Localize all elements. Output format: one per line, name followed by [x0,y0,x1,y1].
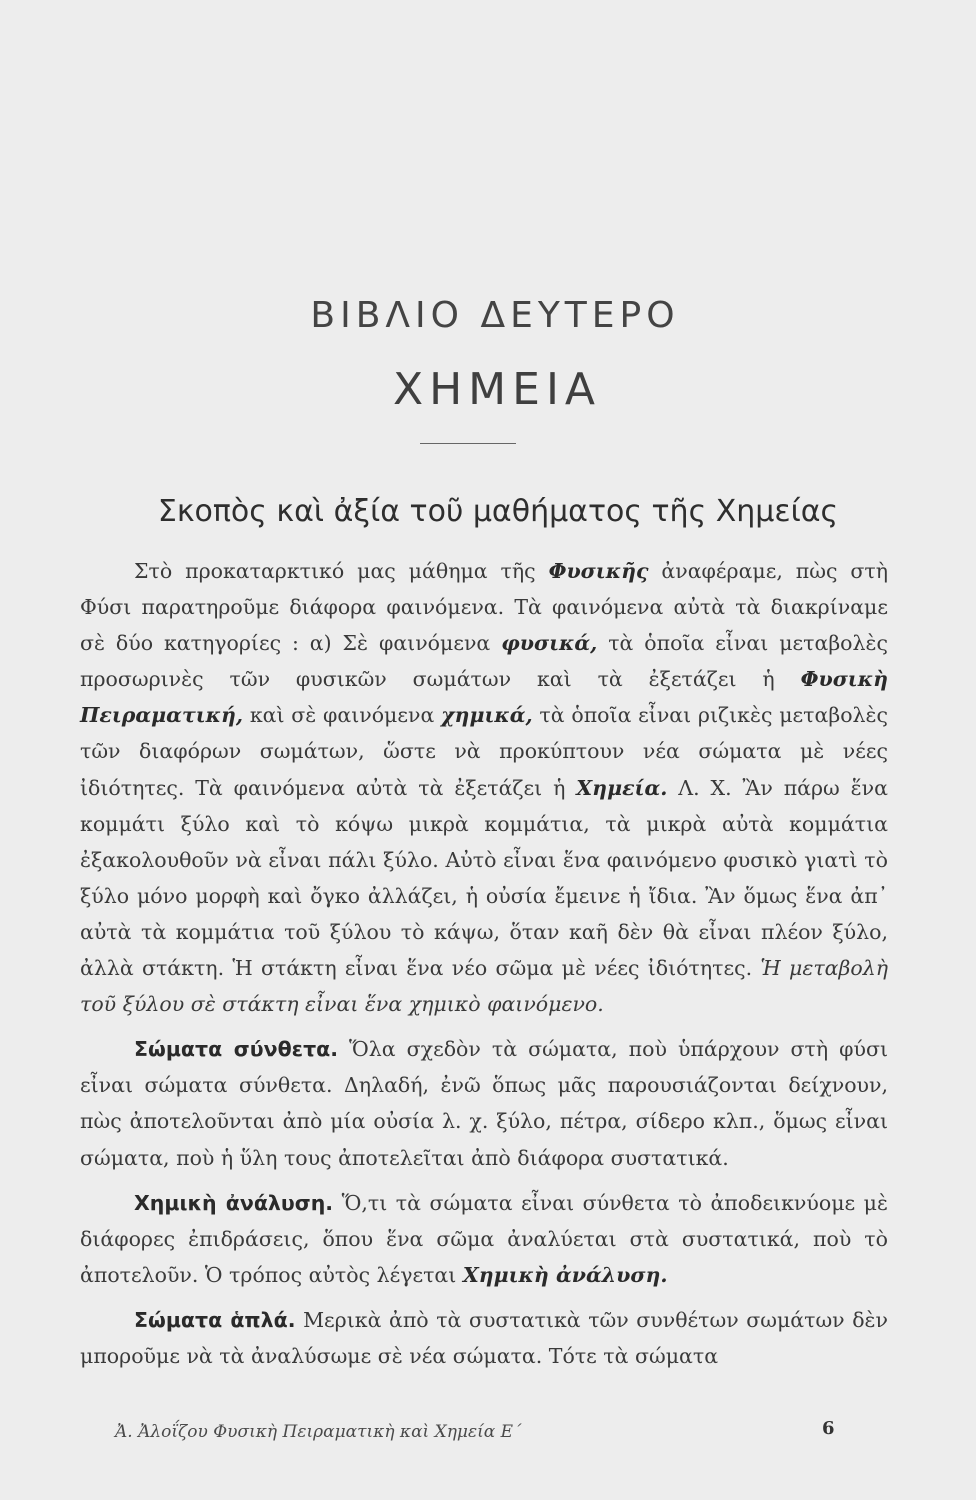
term-chemistry: Χημεία. [576,775,668,800]
page-number: 6 [822,1418,835,1439]
italic-conclusion: Ἡ μεταβολὴ τοῦ ξύλου σὲ στάκτη εἶναι ἕνα χημικὸ φαινόμενο. [80,956,888,1017]
body-text [80,553,888,1374]
subject-title: ΧΗΜΕΙΑ [392,364,602,415]
term-physical: φυσικά, [501,631,598,656]
heading-simple-bodies: Σώματα ἁπλά. [134,1307,296,1332]
heading-compound-bodies: Σώματα σύνθετα. [134,1037,339,1062]
book-title: ΒΙΒΛΙΟ ΔΕΥΤΕΡΟ [310,295,680,336]
term-physics: Φυσικῆς [548,559,649,583]
section-title: Σκοπὸς καὶ ἀξία τοῦ μαθήματος τῆς Χημείας [157,494,839,529]
paragraph-analysis: Χημικὴ ἀνάλυση. Ὅ,τι τὰ σώματα εἶναι σύνθετα τὸ ἀποδεικνύομε μὲ διάφορες ἐπιδράσεις, ὅπου ἕνα σῶμα ἀναλύεται στὰ συστατικά, ποὺ τὸ ἀποτελοῦν. Ὁ τρόπος αὐτὸς λέγεται Χημικὴ ἀνάλυση. [80,1190,888,1287]
term-chemical-analysis: Χημικὴ ἀνάλυση. [462,1262,668,1287]
paragraph-simple: Σώματα ἁπλά. Μερικὰ ἀπὸ τὰ συστατικὰ τῶν συνθέτων σωμάτων δὲν μποροῦμε νὰ τὰ ἀναλύσωμε σὲ νέα σώματα. Τότε τὰ σώματα [80,1307,889,1368]
term-experimental-physics: Φυσικὴ Πειραματική, [80,667,888,728]
term-chemical: χημικά, [441,703,533,728]
title-divider [420,443,516,444]
heading-chemical-analysis: Χημικὴ ἀνάλυση. [134,1190,334,1215]
paragraph-compound: Σώματα σύνθετα. Ὅλα σχεδὸν τὰ σώματα, ποὺ ὑπάρχουν στὴ φύσι εἶναι σώματα σύνθετα. Δηλαδή, ἐνῶ ὅπως μᾶς παρουσιάζονται δείχνουν, πὼς ἀποτελοῦνται ἀπὸ μία οὐσία λ. χ. ξύλο, πέτρα, σίδερο κλπ., ὅμως εἶναι σώματα, ποὺ ἡ ὕλη τους ἀποτελεῖται ἀπὸ διάφορα συστατικά. [80,1037,889,1170]
footer-signature: Ἀ. Ἀλοΐζου Φυσικὴ Πειραματικὴ καὶ Χημεία Ε΄ [115,1422,522,1442]
paragraph-intro: Στὸ προκαταρκτικό μας μάθημα τῆς Φυσικῆς ἀναφέραμε, πὼς στὴ Φύσι παρατηροῦμε διάφορα φαινόμενα. Τὰ φαινόμενα αὐτὰ τὰ διακρίναμε σὲ δύο κατηγορίες : α) Σὲ φαινόμενα φυσικά, τὰ ὁποῖα εἶναι μεταβολὲς προσωρινὲς τῶν φυσικῶν σωμάτων καὶ τὰ ἐξετάζει ἡ Φυσικὴ Πειραματική, καὶ σὲ φαινόμενα χημικά, τὰ ὁποῖα εἶναι ριζικὲς μεταβολὲς τῶν διαφόρων σωμάτων, ὥστε νὰ προκύπτουν νέα σώματα μὲ νέες ἰδιότητες. Τὰ φαινόμενα αὐτὰ τὰ ἐξετάζει ἡ Χημεία. Λ. Χ. Ἂν πάρω ἕνα κομμάτι ξύλο καὶ τὸ κόψω μικρὰ κομμάτια, τὰ μικρὰ αὐτὰ κομμάτια ἐξακολουθοῦν νὰ εἶναι πάλι ξύλο. Αὐτὸ εἶναι ἕνα φαινόμενο φυσικὸ γιατὶ τὸ ξύλο μόνο μορφὴ καὶ ὄγκο ἀλλάζει, ἡ οὐσία ἔμεινε ἡ ἴδια. Ἂν ὅμως ἕνα ἀπ᾽ αὐτὰ τὰ κομμάτια τοῦ ξύλου τὸ κάψω, ὅταν καῆ δὲν θὰ εἶναι πλέον ξύλο, ἀλλὰ στάκτη. Ἡ στάκτη εἶναι ἕνα νέο σῶμα μὲ νέες ἰδιότητες. Ἡ μεταβολὴ τοῦ ξύλου σὲ στάκτη εἶναι ἕνα χημικὸ φαινόμενο. [80,559,889,1017]
